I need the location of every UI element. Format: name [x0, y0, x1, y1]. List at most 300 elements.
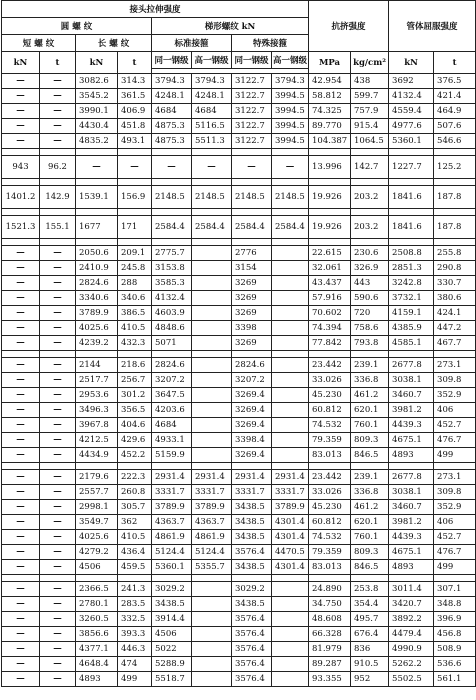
table-cell: 3207.2 — [232, 373, 272, 388]
table-cell: 340.6 — [118, 291, 152, 306]
table-cell: 590.6 — [351, 291, 389, 306]
table-cell: 2179.6 — [76, 470, 118, 485]
table-cell: 915.4 — [351, 119, 389, 134]
table-cell: — — [2, 291, 40, 306]
table-cell: 79.359 — [309, 433, 351, 448]
table-cell: 187.8 — [434, 186, 476, 209]
table-cell: — — [152, 156, 192, 179]
table-row — [2, 545, 476, 560]
table-cell: 5116.5 — [192, 119, 232, 134]
table-row — [2, 657, 476, 672]
table-cell: 464.9 — [434, 104, 476, 119]
table-cell: 3331.7 — [152, 485, 192, 500]
table-cell: 1521.3 — [2, 216, 40, 239]
high-grade-header: 高一钢级 — [192, 52, 232, 69]
table-cell: 89.287 — [309, 657, 351, 672]
table-cell: 3585.3 — [152, 276, 192, 291]
table-cell: 3029.2 — [152, 582, 192, 597]
table-cell: 96.2 — [40, 156, 76, 179]
table-cell: 60.812 — [309, 515, 351, 530]
casing-strength-table — [1, 0, 476, 687]
table-cell: — — [2, 388, 40, 403]
table-cell: — — [40, 291, 76, 306]
table-cell: 4025.6 — [76, 321, 118, 336]
table-cell: 2584.4 — [232, 216, 272, 239]
table-cell: — — [40, 500, 76, 515]
table-cell: 3269 — [232, 276, 272, 291]
table-cell: 4893 — [389, 560, 434, 575]
table-cell: 3398.4 — [232, 433, 272, 448]
table-cell: 4990.9 — [389, 642, 434, 657]
table-cell: 348.8 — [434, 597, 476, 612]
table-cell: 22.615 — [309, 246, 351, 261]
table-cell: 3122.7 — [232, 74, 272, 89]
table-cell: — — [40, 642, 76, 657]
table-cell: — — [2, 657, 40, 672]
table-cell: — — [2, 582, 40, 597]
table-cell: 74.325 — [309, 104, 351, 119]
table-cell — [272, 276, 309, 291]
table-cell: 3789.9 — [272, 500, 309, 515]
table-row — [2, 530, 476, 545]
table-cell: 43.437 — [309, 276, 351, 291]
table-cell: 4301.4 — [272, 560, 309, 575]
table-cell: 599.7 — [351, 89, 389, 104]
table-cell: — — [232, 156, 272, 179]
unit-kn-yield: kN — [389, 52, 434, 74]
table-cell: 4132.4 — [152, 291, 192, 306]
table-cell: 4835.2 — [76, 134, 118, 149]
table-cell: — — [40, 418, 76, 433]
table-cell: 3438.5 — [232, 530, 272, 545]
table-cell: 66.328 — [309, 627, 351, 642]
table-cell: 809.3 — [351, 545, 389, 560]
table-row — [2, 336, 476, 351]
table-cell: — — [2, 612, 40, 627]
table-row — [2, 500, 476, 515]
table-cell: 332.5 — [118, 612, 152, 627]
table-cell: 23.442 — [309, 470, 351, 485]
table-cell: — — [2, 246, 40, 261]
table-cell: 309.8 — [434, 373, 476, 388]
table-cell: — — [76, 156, 118, 179]
table-cell: 352.9 — [434, 500, 476, 515]
table-cell — [272, 657, 309, 672]
round-thread-header: 圆 螺 纹 — [2, 18, 152, 35]
table-cell: 354.4 — [351, 597, 389, 612]
table-cell: 3420.7 — [389, 597, 434, 612]
table-cell: 720 — [351, 306, 389, 321]
table-cell: 4977.6 — [389, 119, 434, 134]
table-cell — [192, 597, 232, 612]
table-cell: 3331.7 — [272, 485, 309, 500]
table-cell: 356.5 — [118, 403, 152, 418]
table-cell: 74.394 — [309, 321, 351, 336]
table-cell: 2584.4 — [152, 216, 192, 239]
table-cell: 4684 — [152, 104, 192, 119]
table-cell: — — [40, 515, 76, 530]
table-cell: — — [2, 119, 40, 134]
table-cell: 3460.7 — [389, 388, 434, 403]
table-cell: 3981.2 — [389, 403, 434, 418]
table-row — [2, 582, 476, 597]
table-cell: 3892.2 — [389, 612, 434, 627]
table-cell: — — [2, 597, 40, 612]
table-cell: 3692 — [389, 74, 434, 89]
table-cell: — — [2, 134, 40, 149]
table-cell: 3269 — [232, 306, 272, 321]
table-cell: 3789.9 — [192, 500, 232, 515]
table-cell: — — [40, 612, 76, 627]
table-cell: 793.8 — [351, 336, 389, 351]
table-cell — [272, 612, 309, 627]
table-cell: 456.8 — [434, 627, 476, 642]
table-cell: 239.1 — [351, 470, 389, 485]
table-cell: 495.7 — [351, 612, 389, 627]
table-cell: — — [2, 89, 40, 104]
table-cell: 438 — [351, 74, 389, 89]
table-cell: 23.442 — [309, 358, 351, 373]
table-cell: 309.8 — [434, 485, 476, 500]
table-cell: 2148.5 — [152, 186, 192, 209]
table-cell: 4212.5 — [76, 433, 118, 448]
table-cell: — — [40, 74, 76, 89]
table-cell: — — [2, 470, 40, 485]
table-cell: 410.5 — [118, 530, 152, 545]
table-cell: 3856.6 — [76, 627, 118, 642]
table-cell: 2780.1 — [76, 597, 118, 612]
table-cell: 4648.4 — [76, 657, 118, 672]
table-cell: 620.1 — [351, 403, 389, 418]
table-cell: 3260.5 — [76, 612, 118, 627]
table-cell: 81.979 — [309, 642, 351, 657]
table-cell: 2148.5 — [192, 186, 232, 209]
table-cell: 4933.1 — [152, 433, 192, 448]
table-cell: 3122.7 — [232, 134, 272, 149]
table-cell: 255.8 — [434, 246, 476, 261]
table-header — [2, 1, 476, 74]
table-cell: — — [2, 560, 40, 575]
table-cell: 3269 — [232, 336, 272, 351]
table-cell: 2776 — [232, 246, 272, 261]
table-cell: 4025.6 — [76, 530, 118, 545]
table-cell: — — [192, 156, 232, 179]
table-cell: 301.2 — [118, 388, 152, 403]
table-cell: 406 — [434, 515, 476, 530]
table-cell: 222.3 — [118, 470, 152, 485]
table-cell: 314.3 — [118, 74, 152, 89]
table-cell — [272, 642, 309, 657]
table-cell: 203.2 — [351, 186, 389, 209]
table-cell — [192, 642, 232, 657]
table-cell: 2824.6 — [76, 276, 118, 291]
table-cell: 42.954 — [309, 74, 351, 89]
table-cell: 4506 — [76, 560, 118, 575]
table-cell: — — [2, 373, 40, 388]
table-cell: — — [40, 358, 76, 373]
table-cell: 125.2 — [434, 156, 476, 179]
table-cell — [272, 261, 309, 276]
table-cell: 421.4 — [434, 89, 476, 104]
table-cell: 70.602 — [309, 306, 351, 321]
table-cell — [192, 627, 232, 642]
table-cell: — — [2, 448, 40, 463]
table-cell: 13.996 — [309, 156, 351, 179]
table-row — [2, 321, 476, 336]
table-cell: 4893 — [76, 672, 118, 687]
table-cell: 4279.2 — [76, 545, 118, 560]
table-row — [2, 358, 476, 373]
table-cell: 2824.6 — [232, 358, 272, 373]
table-cell: 2931.4 — [232, 470, 272, 485]
standard-coupling-header: 标准接箍 — [152, 35, 232, 52]
table-cell: 330.7 — [434, 276, 476, 291]
table-cell: 476.7 — [434, 545, 476, 560]
table-cell: 4385.9 — [389, 321, 434, 336]
table-cell: 3438.5 — [152, 597, 192, 612]
table-cell: 34.750 — [309, 597, 351, 612]
table-cell: 4875.3 — [152, 119, 192, 134]
table-row — [2, 104, 476, 119]
table-cell: — — [118, 156, 152, 179]
table-cell: — — [40, 560, 76, 575]
table-cell — [272, 418, 309, 433]
table-cell: — — [2, 642, 40, 657]
table-cell: 32.061 — [309, 261, 351, 276]
table-cell: 4861.9 — [152, 530, 192, 545]
table-cell: 74.532 — [309, 530, 351, 545]
table-cell — [192, 612, 232, 627]
table-cell — [272, 597, 309, 612]
unit-t-short: t — [40, 52, 76, 74]
table-cell: 336.8 — [351, 373, 389, 388]
table-row — [2, 186, 476, 209]
table-row — [2, 612, 476, 627]
table-cell: 5518.7 — [152, 672, 192, 687]
table-cell: — — [2, 321, 40, 336]
table-cell: 1064.5 — [351, 134, 389, 149]
table-cell: 499 — [118, 672, 152, 687]
table-cell: 3438.5 — [232, 515, 272, 530]
table-cell: 3029.2 — [232, 582, 272, 597]
table-cell: 4585.1 — [389, 336, 434, 351]
special-coupling-header: 特殊接箍 — [232, 35, 309, 52]
table-cell: 3647.5 — [152, 388, 192, 403]
table-row — [2, 156, 476, 179]
table-cell: 406 — [434, 403, 476, 418]
table-cell: — — [40, 470, 76, 485]
table-cell: — — [40, 672, 76, 687]
table-cell: 396.9 — [434, 612, 476, 627]
table-row — [2, 261, 476, 276]
table-cell — [272, 388, 309, 403]
table-cell: 3794.3 — [192, 74, 232, 89]
table-cell: — — [2, 672, 40, 687]
table-cell: 4479.4 — [389, 627, 434, 642]
table-cell: 155.1 — [40, 216, 76, 239]
table-cell — [192, 403, 232, 418]
table-cell: 2144 — [76, 358, 118, 373]
table-row — [2, 119, 476, 134]
table-row — [2, 485, 476, 500]
table-cell: 952 — [351, 672, 389, 687]
table-cell — [272, 448, 309, 463]
table-cell: 3794.3 — [272, 74, 309, 89]
table-cell — [272, 306, 309, 321]
table-cell: 508.9 — [434, 642, 476, 657]
table-cell: 253.8 — [351, 582, 389, 597]
table-cell: 4239.2 — [76, 336, 118, 351]
table-cell: 142.9 — [40, 186, 76, 209]
table-cell: 461.2 — [351, 388, 389, 403]
table-cell: — — [2, 358, 40, 373]
table-cell: — — [2, 530, 40, 545]
table-cell: 3038.1 — [389, 485, 434, 500]
table-cell: — — [40, 261, 76, 276]
table-cell — [272, 627, 309, 642]
table-cell: 3269.4 — [232, 448, 272, 463]
table-cell: 3981.2 — [389, 515, 434, 530]
table-cell: 424.1 — [434, 306, 476, 321]
table-cell: — — [40, 321, 76, 336]
table-cell: 256.7 — [118, 373, 152, 388]
table-cell: 79.359 — [309, 545, 351, 560]
table-cell: 404.6 — [118, 418, 152, 433]
table-cell: 3576.4 — [232, 612, 272, 627]
table-cell: 3438.5 — [232, 560, 272, 575]
table-cell: 536.6 — [434, 657, 476, 672]
table-cell: 4248.1 — [152, 89, 192, 104]
table-cell: — — [40, 89, 76, 104]
table-cell: 3082.6 — [76, 74, 118, 89]
table-cell — [272, 291, 309, 306]
table-row — [2, 672, 476, 687]
table-row — [2, 560, 476, 575]
table-cell: 4377.1 — [76, 642, 118, 657]
table-cell: 2677.8 — [389, 358, 434, 373]
collapse-strength-header: 抗挤强度 — [309, 1, 389, 52]
table-cell: 4861.9 — [192, 530, 232, 545]
table-cell: 2824.6 — [152, 358, 192, 373]
table-cell: 33.026 — [309, 373, 351, 388]
table-cell: 3576.4 — [232, 627, 272, 642]
table-cell: 1677 — [76, 216, 118, 239]
table-cell — [192, 657, 232, 672]
table-row — [2, 642, 476, 657]
table-cell: 3994.5 — [272, 119, 309, 134]
table-cell: 187.8 — [434, 216, 476, 239]
table-cell: 3576.4 — [232, 657, 272, 672]
table-cell: 209.1 — [118, 246, 152, 261]
table-cell: 4430.4 — [76, 119, 118, 134]
table-cell: 429.6 — [118, 433, 152, 448]
table-cell: 1841.6 — [389, 186, 434, 209]
table-cell: 2953.6 — [76, 388, 118, 403]
table-cell: 499 — [434, 448, 476, 463]
table-cell — [192, 246, 232, 261]
table-cell: 273.1 — [434, 470, 476, 485]
table-cell: 3789.9 — [152, 500, 192, 515]
table-cell — [192, 276, 232, 291]
table-cell: 142.7 — [351, 156, 389, 179]
table-cell: 2148.5 — [272, 186, 309, 209]
body-yield-header: 管体屈服强度 — [389, 1, 476, 52]
table-cell: 58.812 — [309, 89, 351, 104]
table-cell: 507.6 — [434, 119, 476, 134]
table-cell: — — [40, 119, 76, 134]
table-cell: 1539.1 — [76, 186, 118, 209]
table-cell: 2366.5 — [76, 582, 118, 597]
table-cell: 459.5 — [118, 560, 152, 575]
table-cell: 352.9 — [434, 388, 476, 403]
table-cell: — — [40, 597, 76, 612]
table-cell: 3207.2 — [152, 373, 192, 388]
table-cell: 2931.4 — [192, 470, 232, 485]
table-cell: 1401.2 — [2, 186, 40, 209]
table-cell: 4675.1 — [389, 545, 434, 560]
table-cell: 2775.7 — [152, 246, 192, 261]
table-cell: 60.812 — [309, 403, 351, 418]
table-cell: 83.013 — [309, 448, 351, 463]
table-cell: 4848.6 — [152, 321, 192, 336]
table-cell: 4893 — [389, 448, 434, 463]
table-cell: 3331.7 — [232, 485, 272, 500]
table-cell: 4434.9 — [76, 448, 118, 463]
table-cell: 452.7 — [434, 530, 476, 545]
table-cell: 3340.6 — [76, 291, 118, 306]
table-cell: 4301.4 — [272, 530, 309, 545]
table-cell: 3153.8 — [152, 261, 192, 276]
table-cell — [192, 418, 232, 433]
table-cell: — — [40, 373, 76, 388]
table-cell: 5071 — [152, 336, 192, 351]
same-grade-header: 同一钢级 — [232, 52, 272, 69]
table-cell: 77.842 — [309, 336, 351, 351]
table-cell: — — [40, 433, 76, 448]
table-cell — [192, 388, 232, 403]
table-cell: 5288.9 — [152, 657, 192, 672]
table-cell: 4439.3 — [389, 530, 434, 545]
table-cell: — — [2, 418, 40, 433]
trapezoid-thread-header: 梯形螺纹 kN — [152, 18, 309, 35]
joint-strength-header: 接头拉伸强度 — [2, 1, 309, 18]
unit-kn-long: kN — [76, 52, 118, 74]
table-cell: 943 — [2, 156, 40, 179]
table-cell: 362 — [118, 515, 152, 530]
table-body — [2, 74, 476, 687]
table-cell: 218.6 — [118, 358, 152, 373]
table-cell: — — [40, 485, 76, 500]
table-row — [2, 74, 476, 89]
table-cell: 4470.5 — [272, 545, 309, 560]
table-cell: — — [40, 403, 76, 418]
table-cell: 273.1 — [434, 358, 476, 373]
table-row — [2, 597, 476, 612]
table-cell: 3990.1 — [76, 104, 118, 119]
table-cell: 361.5 — [118, 89, 152, 104]
table-cell: 4363.7 — [192, 515, 232, 530]
table-cell: — — [40, 246, 76, 261]
table-cell: 2410.9 — [76, 261, 118, 276]
table-cell: 476.7 — [434, 433, 476, 448]
table-cell: 288 — [118, 276, 152, 291]
same-grade-header: 同一钢级 — [152, 52, 192, 69]
table-cell: 2851.3 — [389, 261, 434, 276]
table-cell: 3154 — [232, 261, 272, 276]
table-cell: — — [40, 582, 76, 597]
table-cell: 757.9 — [351, 104, 389, 119]
unit-kn-short: kN — [2, 52, 40, 74]
